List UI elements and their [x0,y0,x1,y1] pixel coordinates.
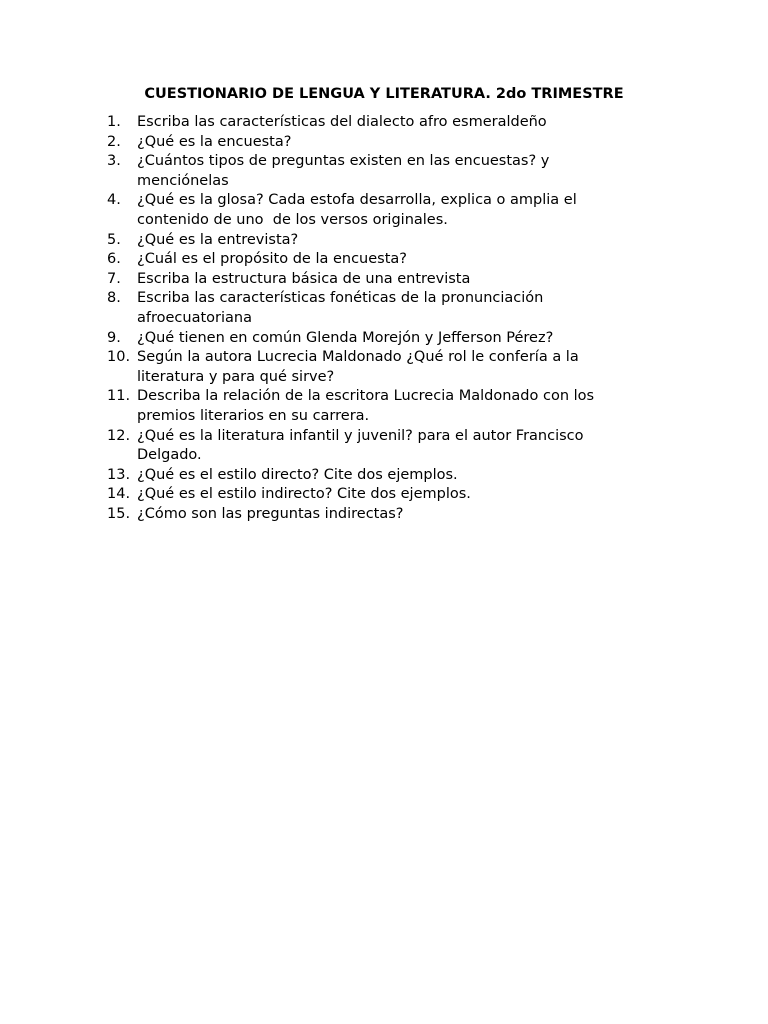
question-text: ¿Cómo son las preguntas indirectas? [137,505,404,522]
document-title: CUESTIONARIO DE LENGUA Y LITERATURA. 2do TRIMESTRE [144,86,624,102]
question-number: 14. [107,486,131,503]
question-text: ¿Qué es la encuesta? [137,133,292,150]
list-item [107,231,647,251]
question-number: 15. [107,505,131,522]
list-item [107,133,647,153]
question-number: 8. [107,290,121,307]
list-item [107,270,647,290]
question-number: 4. [107,192,121,209]
list-item [107,250,647,270]
question-text: ¿Qué es el estilo directo? Cite dos ejemplos. [137,466,458,483]
question-number: 6. [107,251,121,268]
question-text: ¿Qué es la entrevista? [137,231,299,248]
list-item [107,329,647,349]
question-text: ¿Qué tienen en común Glenda Morejón y Jefferson Pérez? [137,329,554,346]
question-text: ¿Cuál es el propósito de la encuesta? [137,251,407,268]
question-text: Según la autora Lucrecia Maldonado ¿Qué rol le confería a la literatura y para qué sirve? [137,349,579,385]
question-list [107,113,647,524]
question-text: ¿Qué es la literatura infantil y juvenil? para el autor Francisco Delgado. [137,427,584,464]
question-text: Escriba la estructura básica de una entrevista [137,270,471,287]
question-text: Describa la relación de la escritora Lucrecia Maldonado con los premios literarios en su carrera. [137,388,595,424]
list-item [107,113,647,133]
list-item [107,427,647,466]
list-item [107,466,647,486]
question-number: 7. [107,270,121,287]
list-item [107,191,647,230]
question-number: 5. [107,231,121,248]
question-text: Escriba las características fonéticas de la pronunciación afroecuatoriana [137,290,544,326]
question-text: Escriba las características del dialecto afro esmeraldeño [137,114,547,130]
question-text: ¿Qué es el estilo indirecto? Cite dos ejemplos. [137,486,471,503]
question-number: 10. [107,349,131,366]
question-text: ¿Qué es la glosa? Cada estofa desarrolla, explica o amplia el contenido de uno de los versos originales. [137,192,577,228]
list-item [107,505,647,525]
question-number: 1. [107,114,121,130]
question-number: 9. [107,329,121,346]
question-number: 11. [107,388,131,405]
question-number: 3. [107,153,121,170]
list-item [107,152,647,191]
question-number: 13. [107,466,131,483]
question-number: 12. [107,427,131,444]
list-item [107,348,647,387]
question-number: 2. [107,133,121,150]
list-item [107,485,647,505]
list-item [107,387,647,426]
list-item [107,289,647,328]
question-text: ¿Cuántos tipos de preguntas existen en las encuestas? y menciónelas [137,153,550,189]
